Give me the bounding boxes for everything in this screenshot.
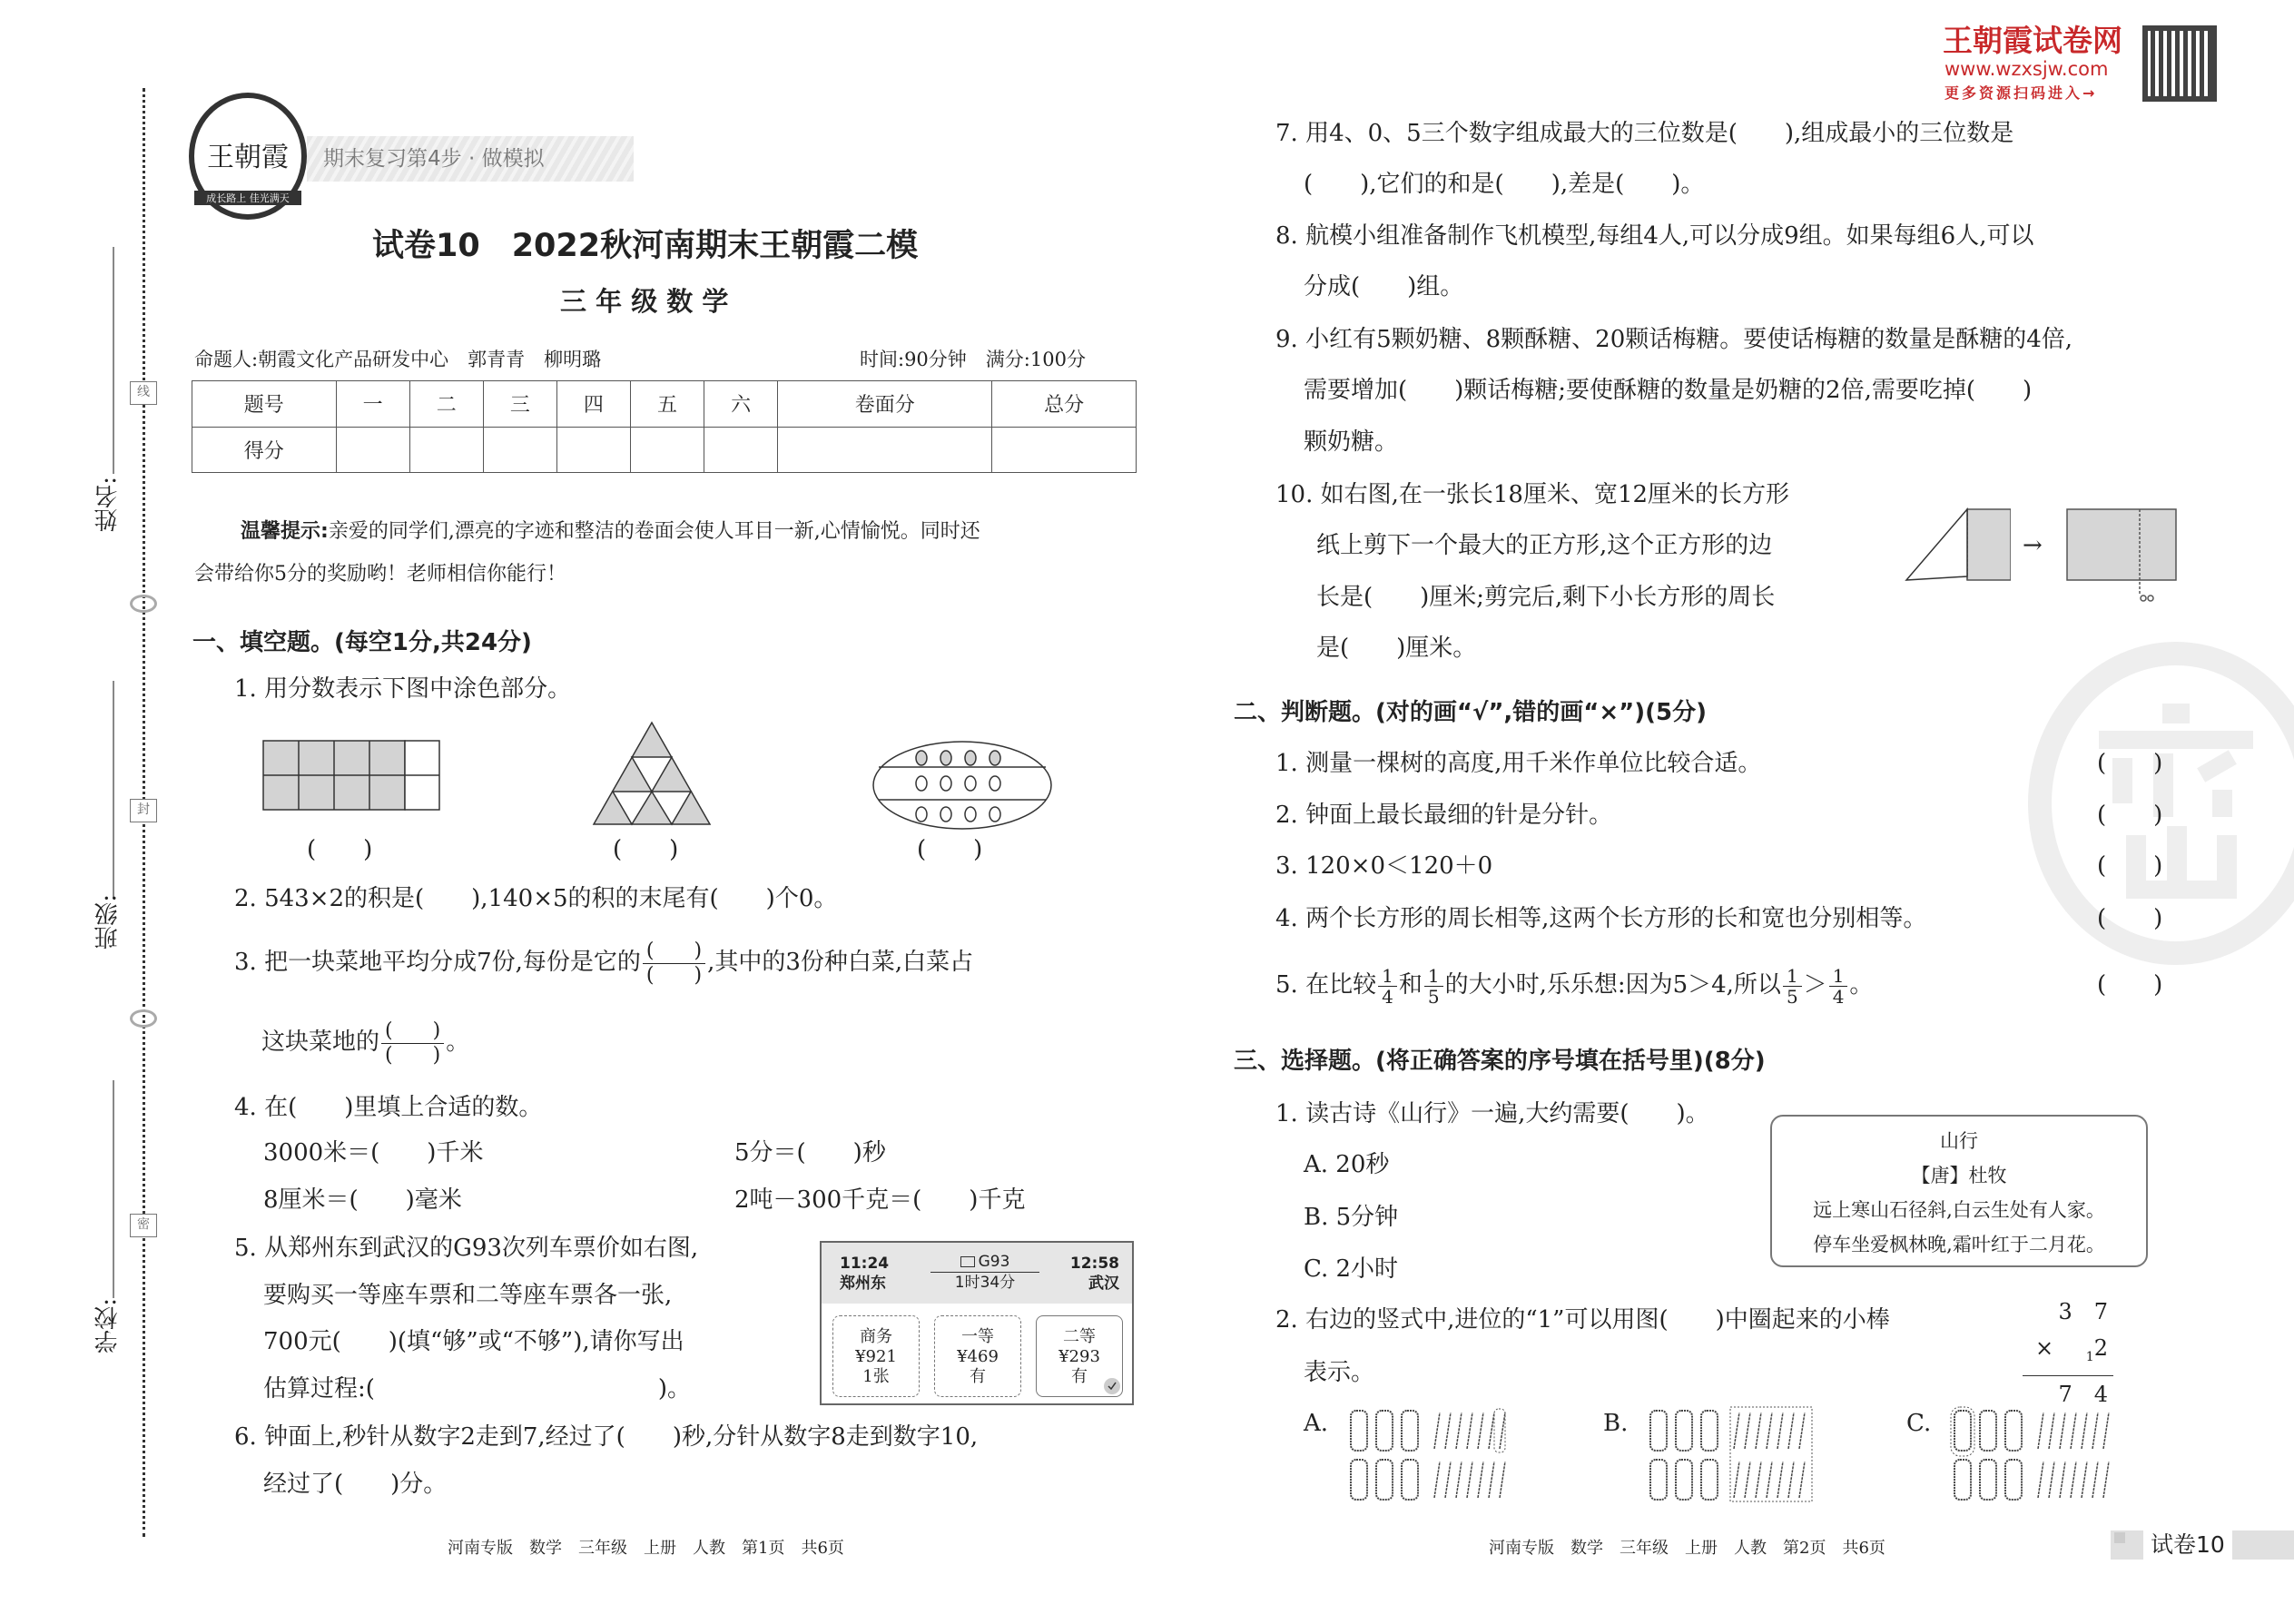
brand-block (1943, 24, 2224, 107)
option-b-label: B. (1603, 1410, 1629, 1437)
score-cell[interactable] (630, 427, 704, 473)
fraction-blank[interactable] (381, 1019, 444, 1068)
stick-bundle (1376, 1411, 1393, 1451)
q6-line: 经过了( )分。 (263, 1471, 448, 1498)
single-stick (1788, 1412, 1794, 1449)
single-stick (2038, 1462, 2043, 1498)
single-stick (1500, 1412, 1505, 1449)
header-cell: 四 (556, 381, 630, 428)
name-label: 姓名: (94, 477, 122, 532)
stick-bundle (1701, 1460, 1718, 1500)
denominator: ( ) (385, 1043, 441, 1067)
stick-bundle (1376, 1460, 1393, 1500)
header-cell: 五 (630, 381, 704, 428)
section1-heading: 一、填空题。(每空1分,共24分) (192, 629, 532, 656)
arrive (1070, 1254, 1119, 1294)
seal-feng: 封 (130, 799, 157, 822)
text-part: 的大小时,乐乐想:因为5＞4,所以 (1444, 971, 1781, 999)
stick-bundle (2005, 1411, 2022, 1451)
brand-name: 王朝霞试卷网 (1943, 23, 2122, 58)
header-cell: 题号 (192, 381, 337, 428)
q4-item: 8厘米＝( )毫米 (263, 1186, 462, 1214)
q1-figures (254, 717, 763, 835)
single-stick (1767, 1412, 1772, 1449)
judge-item: 1. 测量一棵树的高度,用千米作单位比较合适。 (1275, 750, 1762, 777)
paper-fold-figure (1902, 504, 2011, 586)
stick-bundle (1701, 1411, 1718, 1451)
vertical-calculation (2023, 1294, 2113, 1412)
poem-title: 山行 (1940, 1130, 1978, 1152)
train-number (930, 1252, 1039, 1273)
q3-text-cont (261, 1015, 469, 1069)
sticks-figure-a (1344, 1405, 1525, 1505)
q5-line: 700元( )(填“够”或“不够”),请你写出 (263, 1328, 684, 1355)
ring-icon (130, 595, 157, 613)
row-label: 得分 (192, 427, 337, 473)
school-field[interactable] (113, 1080, 114, 1298)
footer-tag (2111, 1530, 2294, 1560)
single-stick (1734, 1462, 1739, 1498)
stick-bundle (1351, 1460, 1367, 1500)
tip-line1 (241, 517, 980, 546)
score-table (192, 380, 1137, 473)
arrive-time: 12:58 (1069, 1255, 1119, 1273)
header-cell: 一 (336, 381, 409, 428)
authors: 命题人:朝霞文化产品研发中心 郭青青 柳明璐 (194, 349, 602, 370)
check-icon (1104, 1378, 1120, 1394)
single-stick (1756, 1462, 1761, 1498)
q9-line: 颗奶糖。 (1304, 428, 1399, 456)
single-stick (1777, 1412, 1783, 1449)
single-stick (2071, 1462, 2076, 1498)
seat-availability: 有 (1071, 1367, 1088, 1386)
logo-text: 王朝霞 (207, 142, 289, 173)
score-cell[interactable] (336, 427, 409, 473)
text-part: 5. 在比较 (1275, 971, 1377, 999)
q3-part: 3. 把一块菜地平均分成7份,每份是它的 (234, 949, 641, 976)
single-stick (1456, 1412, 1462, 1449)
choice-q2: 表示。 (1304, 1359, 1375, 1386)
single-stick (1467, 1462, 1472, 1498)
numerator: 1 (1829, 966, 1848, 987)
text-part: 和 (1398, 971, 1423, 999)
q3-part: 这块菜地的 (261, 1029, 380, 1056)
single-stick (1756, 1412, 1761, 1449)
judge-item: 4. 两个长方形的周长相等,这两个长方形的长和宽也分别相等。 (1275, 905, 1927, 932)
single-stick (2103, 1412, 2109, 1449)
stick-bundle (1402, 1411, 1418, 1451)
calc-top: 3 7 (2058, 1299, 2108, 1324)
single-stick (1445, 1412, 1451, 1449)
numerator: ( ) (381, 1019, 444, 1044)
stick-bundle (1402, 1460, 1418, 1500)
depart-time: 11:24 (840, 1255, 890, 1273)
answer-blank[interactable]: ( ) (917, 836, 983, 863)
q5-line: 要购买一等座车票和二等座车票各一张, (263, 1282, 673, 1309)
section2-heading: 二、判断题。(对的画“√”,错的画“×”)(5分) (1234, 699, 1707, 726)
single-stick (1745, 1462, 1750, 1498)
seat-availability: 1张 (862, 1367, 890, 1386)
stick-bundle (2005, 1460, 2022, 1500)
judge-item: 2. 钟面上最长最细的针是分针。 (1275, 802, 1613, 829)
denominator: 4 (1832, 985, 1845, 1008)
q8-line: 分成( )组。 (1304, 273, 1464, 300)
seat-price: ¥469 (957, 1347, 999, 1366)
train-ticket (820, 1241, 1134, 1405)
calc-op: × (2035, 1335, 2054, 1361)
duration: 1时34分 (954, 1274, 1016, 1292)
logo-slogan: 成长路上 佳光满天 (194, 191, 301, 205)
logo (189, 93, 307, 220)
class-field[interactable] (113, 681, 114, 899)
choice-option: C. 2小时 (1304, 1255, 1399, 1283)
time-score: 时间:90分钟 满分:100分 (860, 349, 1086, 370)
judge-item (1275, 962, 1873, 1008)
q4-text: 4. 在( )里填上合适的数。 (234, 1094, 543, 1121)
q4-item: 3000米＝( )千米 (263, 1139, 484, 1166)
tip-label: 温馨提示: (241, 520, 329, 543)
score-cell[interactable] (483, 427, 556, 473)
numerator: 1 (1378, 966, 1397, 987)
q9-line: 需要增加( )颗话梅糖;要使酥糖的数量是奶糖的2倍,需要吃掉( ) (1304, 377, 2033, 404)
header-cell: 三 (483, 381, 556, 428)
single-stick (2103, 1462, 2109, 1498)
single-stick (1799, 1412, 1805, 1449)
q10-line: 是( )厘米。 (1316, 635, 1477, 662)
fraction-blank[interactable] (643, 940, 705, 988)
brand-url[interactable]: www.wzxsjw.com (1944, 58, 2109, 80)
q3-text (234, 935, 973, 989)
single-stick (1788, 1462, 1794, 1498)
q10-line: 10. 如右图,在一张长18厘米、宽12厘米的长方形 (1275, 481, 1790, 508)
cut-square-figure (2065, 504, 2183, 604)
score-cell[interactable] (778, 427, 992, 473)
footer-right: 河南专版 数学 三年级 上册 人教 第2页 共6页 (1489, 1539, 1885, 1558)
seat-price: ¥921 (855, 1347, 897, 1366)
q3-part: 。 (446, 1029, 470, 1056)
q5-line: 估算过程:( )。 (263, 1375, 692, 1403)
header-cell: 二 (409, 381, 483, 428)
score-cell[interactable] (992, 427, 1137, 473)
denominator: ( ) (645, 963, 703, 987)
judge-blank[interactable]: ( ) (2097, 802, 2163, 829)
single-stick (2071, 1412, 2076, 1449)
q9-line: 9. 小红有5颗奶糖、8颗酥糖、20颗话梅糖。要使话梅糖的数量是酥糖的4倍, (1275, 326, 2073, 353)
answer-blank[interactable]: ( ) (613, 836, 679, 863)
seat-option[interactable] (832, 1315, 920, 1397)
denominator: 4 (1382, 985, 1393, 1008)
numerator: ( ) (643, 940, 705, 964)
seat-price: ¥293 (1058, 1347, 1100, 1366)
table-row (192, 381, 1137, 428)
stick-bundle (1980, 1460, 1996, 1500)
single-stick (2060, 1462, 2065, 1498)
fraction (1378, 966, 1397, 1007)
judge-blank[interactable]: ( ) (2097, 905, 2163, 932)
single-stick (2049, 1462, 2054, 1498)
poem-line: 远上寒山石径斜,白云生处有人家。 (1813, 1199, 2105, 1221)
score-cell[interactable] (556, 427, 630, 473)
banner: 期末复习第4步 · 做模拟 (307, 136, 634, 182)
scissors-icon (2141, 595, 2153, 601)
calc-mult-row (2023, 1330, 2113, 1376)
seat-option[interactable] (934, 1315, 1021, 1397)
stick-bundle (1351, 1411, 1367, 1451)
single-stick (2082, 1412, 2087, 1449)
subtitle: 三 年 级 数 学 (560, 286, 729, 317)
q7-line: 7. 用4、0、5三个数字组成最大的三位数是( ),组成最小的三位数是 (1275, 120, 2014, 147)
q1-text: 1. 用分数表示下图中涂色部分。 (234, 675, 572, 703)
oval-figure (871, 740, 1053, 831)
denominator: 5 (1786, 985, 1798, 1008)
single-stick (1445, 1462, 1451, 1498)
q6-line: 6. 钟面上,秒针从数字2走到7,经过了( )秒,分针从数字8走到数字10, (234, 1423, 979, 1451)
single-stick (2092, 1462, 2098, 1498)
q2-text: 2. 543×2的积是( ),140×5的积的末尾有( )个0。 (234, 885, 838, 912)
single-stick (1478, 1412, 1483, 1449)
seat-option-selected[interactable] (1036, 1315, 1123, 1397)
train-info (930, 1252, 1039, 1293)
seal-xian: 线 (130, 381, 157, 405)
calc-mult: 2 (2093, 1335, 2108, 1361)
train-code: G93 (978, 1253, 1010, 1271)
class-label: 班级: (94, 894, 122, 950)
answer-blank[interactable]: ( ) (307, 836, 373, 863)
numerator: 1 (1424, 966, 1443, 987)
calc-result: 7 4 (2058, 1381, 2108, 1407)
page-title: 试卷10 2022秋河南期末王朝霞二模 (372, 228, 919, 264)
decor-square (2114, 1532, 2125, 1543)
single-stick (1434, 1412, 1440, 1449)
qr-code-icon[interactable] (2142, 25, 2217, 102)
stick-bundle (1954, 1411, 1971, 1451)
paper-number: 试卷10 (2143, 1530, 2232, 1560)
single-stick (1434, 1462, 1440, 1498)
id-card-icon (960, 1256, 975, 1267)
header-cell: 六 (704, 381, 778, 428)
seat-class: 商务 (860, 1327, 892, 1346)
tip-line2: 会带给你5分的奖励哟！老师相信你能行！ (194, 563, 566, 586)
depart-station: 郑州东 (840, 1275, 886, 1293)
triangle-figure (594, 723, 710, 824)
footer-left: 河南专版 数学 三年级 上册 人教 第1页 共6页 (448, 1539, 844, 1558)
ring-icon (130, 1009, 157, 1028)
stick-bundle (1650, 1460, 1667, 1500)
poem-line: 停车坐爱枫林晚,霜叶红于二月花。 (1813, 1234, 2105, 1255)
circled-group (1494, 1409, 1505, 1452)
seal-mi: 密 (130, 1214, 157, 1237)
q10-line: 长是( )厘米;剪完后,剩下小长方形的周长 (1316, 584, 1776, 611)
judge-item: 3. 120×0＜120＋0 (1275, 852, 1493, 880)
single-stick (1489, 1462, 1494, 1498)
text-part: ＞ (1803, 971, 1827, 999)
poem-box (1770, 1115, 2148, 1267)
judge-blank[interactable]: ( ) (2097, 971, 2163, 999)
arrow-icon: → (2023, 532, 2043, 559)
single-stick (2038, 1412, 2043, 1449)
stick-bundle (1650, 1411, 1667, 1451)
choice-q1: 1. 读古诗《山行》一遍,大约需要( )。 (1275, 1100, 1709, 1127)
q3-part: ,其中的3份种白菜,白菜占 (707, 949, 974, 976)
seat-class: 二等 (1063, 1327, 1096, 1346)
stick-bundle (1676, 1460, 1692, 1500)
stick-bundle (1980, 1411, 1996, 1451)
q4-item: 2吨－300千克＝( )千克 (734, 1186, 1026, 1214)
sticks-figure-b (1643, 1405, 1825, 1505)
single-stick (2049, 1412, 2054, 1449)
fraction (1829, 966, 1848, 1007)
text-part: 。 (1849, 971, 1874, 999)
single-stick (2082, 1462, 2087, 1498)
arrive-station: 武汉 (1088, 1275, 1119, 1293)
q8-line: 8. 航模小组准备制作飞机模型,每组4人,可以分成9组。如果每组6人,可以 (1275, 222, 2034, 250)
judge-blank[interactable]: ( ) (2097, 852, 2163, 880)
single-stick (1456, 1462, 1462, 1498)
stick-bundle (1676, 1411, 1692, 1451)
q5-line: 5. 从郑州东到武汉的G93次列车票价如右图, (234, 1235, 699, 1262)
header-cell: 总分 (992, 381, 1137, 428)
single-stick (1767, 1462, 1772, 1498)
option-c-label: C. (1906, 1410, 1932, 1437)
option-a-label: A. (1304, 1410, 1329, 1437)
q7-line: ( ),它们的和是( ),差是( )。 (1304, 171, 1705, 198)
scan-text: 更多资源扫码进入→ (1944, 84, 2098, 102)
seat-class: 一等 (961, 1327, 994, 1346)
single-stick (2092, 1412, 2098, 1449)
score-cell[interactable] (409, 427, 483, 473)
single-stick (1489, 1412, 1494, 1449)
single-stick (1467, 1412, 1472, 1449)
single-stick (1745, 1412, 1750, 1449)
single-stick (1777, 1462, 1783, 1498)
section3-heading: 三、选择题。(将正确答案的序号填在括号里)(8分) (1234, 1048, 1766, 1075)
score-cell[interactable] (704, 427, 778, 473)
depart (840, 1254, 889, 1294)
fraction (1424, 966, 1443, 1007)
q10-line: 纸上剪下一个最大的正方形,这个正方形的边 (1316, 532, 1773, 559)
single-stick (1500, 1462, 1505, 1498)
carry-digit: 1 (2085, 1349, 2094, 1364)
single-stick (1478, 1462, 1483, 1498)
denominator: 5 (1427, 985, 1440, 1008)
single-stick (1799, 1462, 1805, 1498)
single-stick (2060, 1412, 2065, 1449)
choice-option: B. 5分钟 (1304, 1204, 1399, 1231)
choice-q2: 2. 右边的竖式中,进位的“1”可以用图( )中圈起来的小棒 (1275, 1306, 1890, 1334)
stick-bundle (1954, 1460, 1971, 1500)
school-label: 学校: (94, 1298, 122, 1353)
table-row (192, 427, 1137, 473)
judge-blank[interactable]: ( ) (2097, 750, 2163, 777)
choice-option: A. 20秒 (1304, 1151, 1390, 1178)
q4-item: 5分＝( )秒 (734, 1139, 886, 1166)
grid-figure (263, 741, 439, 810)
single-stick (1734, 1412, 1739, 1449)
numerator: 1 (1783, 966, 1802, 987)
header-cell: 卷面分 (778, 381, 992, 428)
poem-author: 【唐】杜牧 (1911, 1165, 2007, 1186)
name-field[interactable] (113, 247, 114, 474)
fraction (1783, 966, 1802, 1007)
tip-text: 亲爱的同学们,漂亮的字迹和整洁的卷面会使人耳目一新,心情愉悦。同时还 (328, 520, 980, 543)
seat-availability: 有 (970, 1367, 986, 1386)
sticks-figure-c (1947, 1405, 2129, 1505)
